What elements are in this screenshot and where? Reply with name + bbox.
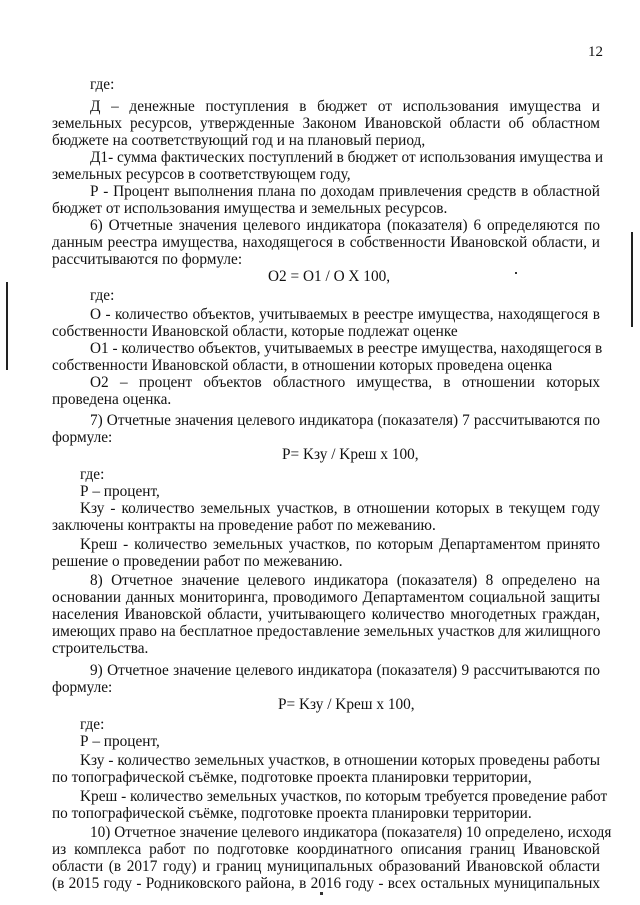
text-line: 10) Отчетное значение целевого индикатора (показателя) 10 определено, исходя xyxy=(90,824,612,841)
text-line: Kзу - количество земельных участков, в отношении которых в текущем году xyxy=(80,500,600,517)
formula-p-7: P= Kзу / Kреш x 100, xyxy=(282,446,419,463)
text-line: Kреш - количество земельных участков, по которым требуется проведение работ xyxy=(80,788,608,805)
scan-dot xyxy=(515,272,517,274)
text-line: бюджете на соответствующий год и на плановый период, xyxy=(52,132,426,149)
text-line: по топографической съёмке, подготовке проекта планировки территории, xyxy=(52,769,532,786)
formula-o2: O2 = O1 / O X 100, xyxy=(268,268,391,285)
text-line: Р – процент, xyxy=(80,483,160,500)
text-line: (в 2015 году - Родниковского района, в 2016 году - всех остальных муниципальных xyxy=(52,875,600,892)
text-line: рассчитываются по формуле: xyxy=(52,251,243,268)
text-line: имеющих право на бесплатное предоставление земельных участков для жилищного xyxy=(52,623,601,640)
text-line: из комплекса работ по подготовке координатного описания границ Ивановской xyxy=(52,841,600,858)
text-line: Д – денежные поступления в бюджет от использования имущества и xyxy=(90,98,600,115)
text-line: собственности Ивановской области, в отношении которых проведена оценка xyxy=(52,357,553,374)
right-margin-mark xyxy=(631,232,633,327)
text-line: где: xyxy=(80,716,105,733)
text-line: по топографической съёмке, подготовке проекта планировки территории. xyxy=(52,805,532,822)
text-line: Р – процент, xyxy=(80,733,160,750)
left-margin-mark xyxy=(6,282,8,370)
scan-dot xyxy=(320,892,323,895)
text-line: где: xyxy=(90,287,115,304)
text-line: где: xyxy=(90,76,115,93)
text-line: данным реестра имущества, находящегося в собственности Ивановской области, и xyxy=(52,234,600,251)
text-line: бюджет от использования имущества и земельных ресурсов. xyxy=(52,200,448,217)
text-line: 8) Отчетное значение целевого индикатора (показателя) 8 определено на xyxy=(90,572,600,589)
text-line: О2 – процент объектов областного имущества, в отношении которых xyxy=(90,374,600,391)
text-line: населения Ивановской области, учитывающего количество многодетных граждан, xyxy=(52,606,600,623)
text-line: 6) Отчетные значения целевого индикатора (показателя) 6 определяются по xyxy=(90,217,600,234)
text-line: формуле: xyxy=(52,429,113,446)
text-line: Kреш - количество земельных участков, по которым Департаментом принято xyxy=(80,536,600,553)
text-line: решение о проведении работ по межеванию. xyxy=(52,553,343,570)
text-line: 7) Отчетные значения целевого индикатора (показателя) 7 рассчитываются по xyxy=(90,412,600,429)
text-line: Kзу - количество земельных участков, в отношении которых проведены работы xyxy=(80,752,600,769)
text-line: О - количество объектов, учитываемых в реестре имущества, находящегося в xyxy=(90,306,600,323)
text-line: строительства. xyxy=(52,640,149,657)
text-line: земельных ресурсов в соответствующем году, xyxy=(52,166,351,183)
text-line: области (в 2017 году) и границ муниципальных образований Ивановской области xyxy=(52,858,600,875)
text-line: 9) Отчетное значение целевого индикатора (показателя) 9 рассчитываются по xyxy=(90,662,600,679)
text-line: земельных ресурсов, утвержденные Законом Ивановской области об областном xyxy=(52,115,600,132)
text-line: формуле: xyxy=(52,679,113,696)
text-line: О1 - количество объектов, учитываемых в реестре имущества, находящегося в xyxy=(90,340,603,357)
formula-p-9: P= Kзу / Kреш x 100, xyxy=(278,696,415,713)
text-line: заключены контракты на проведение работ по межеванию. xyxy=(52,517,436,534)
text-line: где: xyxy=(80,466,105,483)
text-line: основании данных мониторинга, проводимого Департаментом социальной защиты xyxy=(52,589,600,606)
text-line: собственности Ивановской области, которые подлежат оценке xyxy=(52,323,458,340)
text-line: Р - Процент выполнения плана по доходам привлечения средств в областной xyxy=(90,183,600,200)
text-line: проведена оценка. xyxy=(52,391,172,408)
text-line: Д1- сумма фактических поступлений в бюджет от использования имущества и xyxy=(90,149,604,166)
page-number: 12 xyxy=(588,44,603,60)
